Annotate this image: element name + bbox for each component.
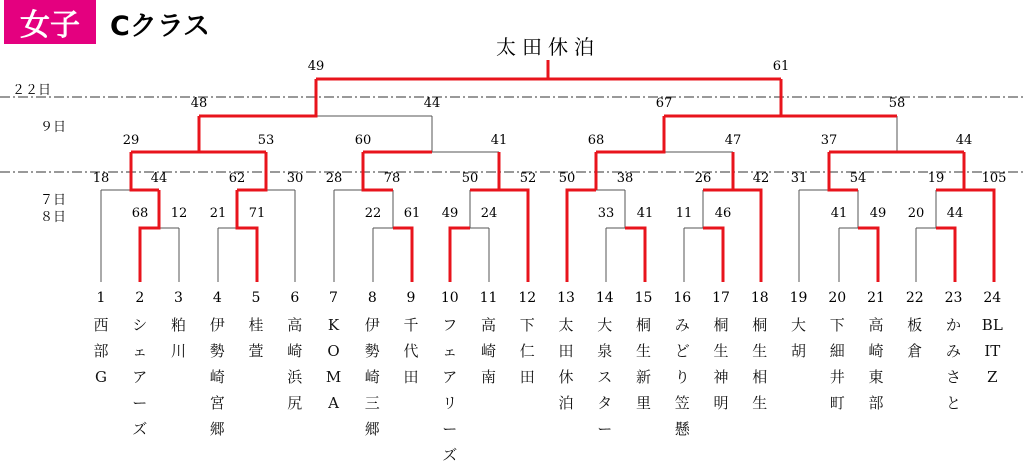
team-name: 高崎南 — [480, 316, 496, 386]
score-label: 58 — [888, 96, 906, 111]
team-name: 桂萱 — [248, 316, 264, 360]
score-label: 62 — [228, 171, 246, 186]
category-badge: 女子 — [4, 0, 96, 44]
team-name: かみさと — [945, 316, 961, 412]
day-label-9: ９日 — [40, 120, 67, 135]
score-label: 49 — [869, 206, 887, 221]
score-label: 41 — [490, 133, 508, 148]
score-label: 38 — [616, 171, 634, 186]
team-number: 13 — [557, 290, 575, 306]
team-number: 22 — [905, 290, 924, 306]
team-number: 12 — [518, 290, 537, 306]
team-name: 西部G — [93, 316, 109, 386]
score-label: 61 — [772, 59, 790, 74]
score-label: 44 — [150, 171, 168, 186]
team-number: 15 — [634, 290, 653, 306]
score-label: 19 — [927, 171, 945, 186]
score-label: 67 — [655, 96, 673, 111]
score-label: 71 — [248, 206, 266, 221]
team-name: 桐生神明 — [713, 316, 729, 412]
team-name: 伊勢崎三郷 — [364, 316, 380, 438]
score-label: 49 — [441, 206, 459, 221]
team-name: 高崎東部 — [868, 316, 884, 412]
team-number: 23 — [944, 290, 963, 306]
team-name: 桐生新里 — [635, 316, 651, 412]
team-number: 1 — [96, 290, 106, 306]
team-number: 4 — [212, 290, 222, 306]
team-name: KOMA — [325, 316, 342, 412]
team-name: BLITZ — [981, 316, 1003, 386]
score-label: 20 — [907, 206, 925, 221]
team-name: 大泉スター — [597, 316, 613, 438]
team-number: 7 — [329, 290, 338, 306]
score-label: 78 — [383, 171, 401, 186]
score-label: 52 — [519, 171, 537, 186]
day-label-8: ８日 — [40, 210, 67, 225]
score-label: 31 — [790, 171, 808, 186]
team-name: 太田休泊 — [558, 316, 574, 412]
team-name: 伊勢崎宮郷 — [209, 316, 225, 438]
class-title: Cクラス — [110, 11, 211, 42]
venue-title: 太田休泊 — [496, 35, 600, 59]
score-label: 41 — [830, 206, 848, 221]
score-label: 48 — [190, 96, 208, 111]
day-label-22: ２２日 — [12, 83, 52, 98]
team-numbers — [97, 290, 1002, 306]
team-name: フェアリーズ — [442, 316, 458, 464]
team-number: 19 — [789, 290, 808, 306]
team-number: 8 — [367, 290, 377, 306]
score-label: 21 — [209, 206, 227, 221]
score-label: 105 — [981, 171, 1007, 186]
team-name: 粕川 — [170, 316, 186, 360]
team-number: 21 — [867, 290, 885, 306]
score-label: 18 — [92, 171, 110, 186]
score-label: 22 — [364, 206, 382, 221]
score-label: 54 — [849, 171, 867, 186]
team-name: 千代田 — [403, 316, 419, 386]
score-label: 49 — [307, 59, 325, 74]
team-number: 6 — [290, 290, 300, 306]
team-name: 高崎浜尻 — [287, 316, 303, 412]
score-label: 29 — [122, 133, 140, 148]
team-name: 下細井町 — [829, 316, 845, 412]
team-name: シェアーズ — [132, 316, 148, 438]
team-number: 3 — [174, 290, 183, 306]
score-label: 68 — [131, 206, 149, 221]
team-name: 桐生相生 — [752, 316, 768, 412]
team-number: 9 — [406, 290, 416, 306]
team-number: 2 — [135, 290, 145, 306]
score-label: 41 — [636, 206, 654, 221]
team-name: 板倉 — [907, 316, 923, 360]
team-number: 20 — [828, 290, 847, 306]
score-label: 46 — [714, 206, 732, 221]
score-label: 44 — [955, 133, 973, 148]
score-label: 28 — [325, 171, 343, 186]
score-label: 33 — [597, 206, 615, 221]
score-label: 30 — [286, 171, 304, 186]
team-name: みどり笠懸 — [674, 316, 690, 438]
score-label: 44 — [423, 96, 441, 111]
team-number: 10 — [440, 290, 459, 306]
team-name: 大胡 — [790, 316, 806, 360]
team-number: 11 — [479, 290, 498, 306]
score-label: 68 — [587, 133, 605, 148]
score-label: 50 — [461, 171, 479, 186]
team-number: 16 — [673, 290, 692, 306]
score-label: 47 — [724, 133, 742, 148]
score-label: 44 — [946, 206, 964, 221]
score-label: 37 — [820, 133, 838, 148]
team-name: 下仁田 — [519, 316, 535, 386]
score-labels — [93, 59, 1007, 221]
score-label: 60 — [354, 133, 372, 148]
score-label: 42 — [752, 171, 770, 186]
day-label-7: ７日 — [40, 193, 67, 208]
score-label: 12 — [170, 206, 188, 221]
score-label: 50 — [558, 171, 576, 186]
score-label: 61 — [403, 206, 421, 221]
team-number: 14 — [595, 290, 614, 306]
team-number: 17 — [712, 290, 730, 306]
team-number: 5 — [251, 290, 261, 306]
score-label: 53 — [257, 133, 275, 148]
score-label: 11 — [675, 206, 693, 221]
team-number: 18 — [750, 290, 769, 306]
team-number: 24 — [983, 290, 1002, 306]
score-label: 26 — [694, 171, 712, 186]
score-label: 24 — [480, 206, 498, 221]
